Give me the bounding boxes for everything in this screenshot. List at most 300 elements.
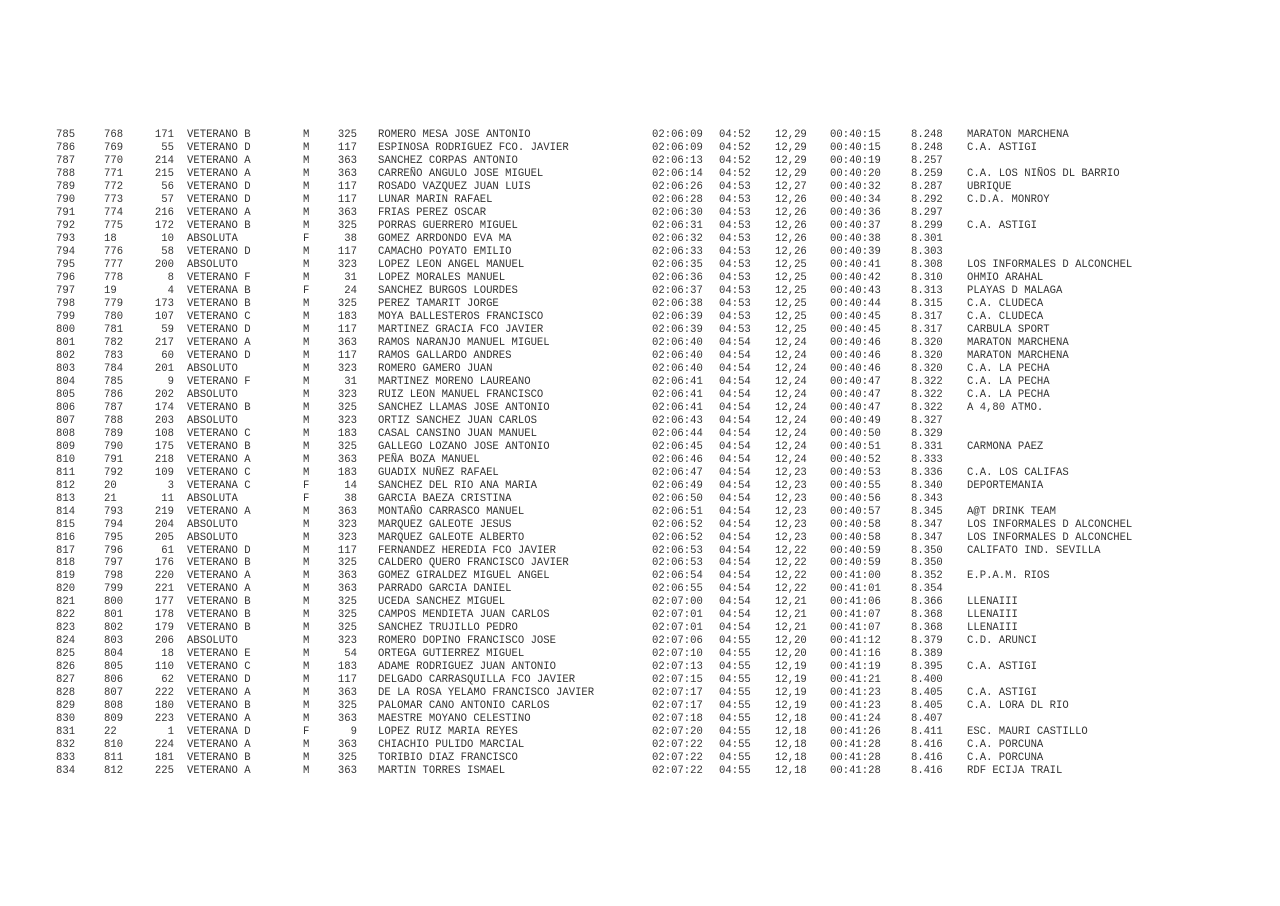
percentage: 8.368 — [911, 622, 943, 635]
speed: 12,24 — [775, 453, 807, 466]
pace: 04:54 — [719, 596, 751, 609]
finish-time: 02:06:40 — [652, 362, 703, 375]
category-position: 11 — [161, 492, 174, 505]
category-position: 220 — [154, 570, 174, 583]
finish-time: 02:06:37 — [652, 284, 703, 297]
speed: 12,23 — [775, 505, 807, 518]
sex: M — [303, 219, 310, 232]
pace: 04:53 — [719, 232, 751, 245]
pace: 04:55 — [719, 713, 751, 726]
sex: M — [303, 544, 310, 557]
pace: 04:53 — [719, 193, 751, 206]
finish-time: 02:06:33 — [652, 245, 703, 258]
finish-time: 02:06:09 — [652, 129, 703, 141]
pace: 04:55 — [719, 765, 751, 778]
category-count: 363 — [337, 167, 357, 180]
pace: 04:52 — [719, 167, 751, 180]
time-difference: 00:40:51 — [830, 440, 881, 453]
gender-position: 792 — [104, 466, 124, 479]
gender-position: 21 — [104, 492, 117, 505]
runner-name: RAMOS NARANJO MANUEL MIGUEL — [378, 336, 550, 349]
runner-name: MARTIN TORRES ISMAEL — [378, 765, 506, 778]
runner-name: ROMERO MESA JOSE ANTONIO — [378, 129, 531, 141]
category-name: VETERANO E — [187, 648, 251, 661]
percentage: 8.368 — [911, 609, 943, 622]
speed: 12,18 — [775, 752, 807, 765]
finish-time: 02:06:43 — [652, 414, 703, 427]
table-row — [0, 493, 1280, 506]
category-position: 218 — [154, 453, 174, 466]
category-name: VETERANO D — [187, 349, 251, 362]
sex: M — [303, 609, 310, 622]
percentage: 8.333 — [911, 453, 943, 466]
speed: 12,18 — [775, 726, 807, 739]
category-count: 363 — [337, 713, 357, 726]
category-count: 325 — [337, 440, 357, 453]
club: C.A. PORCUNA — [967, 752, 1044, 765]
category-position: 175 — [154, 440, 174, 453]
speed: 12,24 — [775, 427, 807, 440]
overall-position: 826 — [56, 661, 76, 674]
percentage: 8.347 — [911, 518, 943, 531]
category-position: 172 — [154, 219, 174, 232]
category-position: 18 — [161, 648, 174, 661]
category-position: 1 — [167, 726, 174, 739]
overall-position: 811 — [56, 466, 76, 479]
finish-time: 02:06:35 — [652, 258, 703, 271]
speed: 12,26 — [775, 206, 807, 219]
category-position: 62 — [161, 674, 174, 687]
time-difference: 00:40:19 — [830, 154, 881, 167]
runner-name: ORTIZ SANCHEZ JUAN CARLOS — [378, 414, 537, 427]
pace: 04:54 — [719, 492, 751, 505]
sex: M — [303, 323, 310, 336]
sex: M — [303, 674, 310, 687]
sex: M — [303, 752, 310, 765]
club: C.D. ARUNCI — [967, 635, 1037, 648]
category-name: VETERANO A — [187, 713, 251, 726]
category-name: ABSOLUTO — [187, 362, 238, 375]
category-position: 173 — [154, 297, 174, 310]
overall-position: 814 — [56, 505, 76, 518]
percentage: 8.313 — [911, 284, 943, 297]
category-position: 203 — [154, 414, 174, 427]
club: RDF ECIJA TRAIL — [967, 765, 1063, 778]
overall-position: 791 — [56, 206, 76, 219]
time-difference: 00:40:39 — [830, 245, 881, 258]
category-count: 54 — [344, 648, 357, 661]
pace: 04:53 — [719, 271, 751, 284]
overall-position: 812 — [56, 479, 76, 492]
table-row — [0, 285, 1280, 298]
category-name: ABSOLUTO — [187, 414, 238, 427]
gender-position: 771 — [104, 167, 124, 180]
club: CALIFATO IND. SEVILLA — [967, 544, 1101, 557]
table-row — [0, 648, 1280, 661]
overall-position: 797 — [56, 284, 76, 297]
category-position: 217 — [154, 336, 174, 349]
category-name: VETERANO B — [187, 557, 251, 570]
percentage: 8.248 — [911, 141, 943, 154]
speed: 12,25 — [775, 271, 807, 284]
category-count: 117 — [337, 245, 357, 258]
speed: 12,23 — [775, 531, 807, 544]
percentage: 8.317 — [911, 323, 943, 336]
category-count: 323 — [337, 531, 357, 544]
time-difference: 00:40:50 — [830, 427, 881, 440]
table-row — [0, 337, 1280, 350]
gender-position: 776 — [104, 245, 124, 258]
runner-name: FERNANDEZ HEREDIA FCO JAVIER — [378, 544, 557, 557]
category-position: 205 — [154, 531, 174, 544]
time-difference: 00:40:42 — [830, 271, 881, 284]
gender-position: 805 — [104, 661, 124, 674]
pace: 04:54 — [719, 362, 751, 375]
overall-position: 816 — [56, 531, 76, 544]
overall-position: 834 — [56, 765, 76, 778]
time-difference: 00:40:53 — [830, 466, 881, 479]
overall-position: 810 — [56, 453, 76, 466]
runner-name: SANCHEZ TRUJILLO PEDRO — [378, 622, 518, 635]
category-count: 325 — [337, 609, 357, 622]
gender-position: 19 — [104, 284, 117, 297]
runner-name: CAMACHO POYATO EMILIO — [378, 245, 512, 258]
pace: 04:54 — [719, 505, 751, 518]
category-position: 59 — [161, 323, 174, 336]
category-count: 325 — [337, 622, 357, 635]
speed: 12,26 — [775, 193, 807, 206]
category-name: VETERANO B — [187, 219, 251, 232]
club: UBRIQUE — [967, 180, 1012, 193]
table-row — [0, 376, 1280, 389]
gender-position: 796 — [104, 544, 124, 557]
table-row — [0, 467, 1280, 480]
gender-position: 20 — [104, 479, 117, 492]
runner-name: MAESTRE MOYANO CELESTINO — [378, 713, 531, 726]
club: C.A. LOS NIÑOS DL BARRIO — [967, 167, 1120, 180]
gender-position: 770 — [104, 154, 124, 167]
pace: 04:53 — [719, 206, 751, 219]
finish-time: 02:06:09 — [652, 141, 703, 154]
club: CARMONA PAEZ — [967, 440, 1044, 453]
speed: 12,23 — [775, 466, 807, 479]
table-row — [0, 454, 1280, 467]
category-position: 109 — [154, 466, 174, 479]
club: LLENAIII — [967, 609, 1018, 622]
speed: 12,26 — [775, 245, 807, 258]
gender-position: 810 — [104, 739, 124, 752]
percentage: 8.257 — [911, 154, 943, 167]
percentage: 8.315 — [911, 297, 943, 310]
runner-name: MARQUEZ GALEOTE ALBERTO — [378, 531, 525, 544]
table-row — [0, 687, 1280, 700]
pace: 04:54 — [719, 427, 751, 440]
category-name: ABSOLUTO — [187, 518, 238, 531]
club: MARATON MARCHENA — [967, 336, 1069, 349]
speed: 12,24 — [775, 362, 807, 375]
category-count: 323 — [337, 362, 357, 375]
sex: F — [303, 284, 310, 297]
category-count: 183 — [337, 466, 357, 479]
time-difference: 00:40:15 — [830, 141, 881, 154]
time-difference: 00:40:52 — [830, 453, 881, 466]
percentage: 8.395 — [911, 661, 943, 674]
speed: 12,25 — [775, 258, 807, 271]
club: CARBULA SPORT — [967, 323, 1050, 336]
sex: M — [303, 700, 310, 713]
club: MARATON MARCHENA — [967, 349, 1069, 362]
time-difference: 00:41:21 — [830, 674, 881, 687]
gender-position: 775 — [104, 219, 124, 232]
time-difference: 00:41:26 — [830, 726, 881, 739]
gender-position: 781 — [104, 323, 124, 336]
gender-position: 797 — [104, 557, 124, 570]
table-row — [0, 259, 1280, 272]
category-position: 200 — [154, 258, 174, 271]
runner-name: CALDERO QUERO FRANCISCO JAVIER — [378, 557, 569, 570]
sex: M — [303, 466, 310, 479]
time-difference: 00:41:19 — [830, 661, 881, 674]
pace: 04:55 — [719, 674, 751, 687]
speed: 12,23 — [775, 492, 807, 505]
table-row — [0, 350, 1280, 363]
finish-time: 02:06:39 — [652, 310, 703, 323]
speed: 12,19 — [775, 687, 807, 700]
table-row — [0, 674, 1280, 687]
finish-time: 02:06:39 — [652, 323, 703, 336]
table-row — [0, 752, 1280, 765]
category-name: VETERANO A — [187, 739, 251, 752]
gender-position: 801 — [104, 609, 124, 622]
gender-position: 809 — [104, 713, 124, 726]
percentage: 8.310 — [911, 271, 943, 284]
club: ESC. MAURI CASTILLO — [967, 726, 1088, 739]
time-difference: 00:40:41 — [830, 258, 881, 271]
pace: 04:54 — [719, 440, 751, 453]
category-count: 325 — [337, 219, 357, 232]
category-position: 221 — [154, 583, 174, 596]
overall-position: 824 — [56, 635, 76, 648]
pace: 04:54 — [719, 349, 751, 362]
runner-name: ADAME RODRIGUEZ JUAN ANTONIO — [378, 661, 557, 674]
overall-position: 798 — [56, 297, 76, 310]
category-count: 38 — [344, 492, 357, 505]
sex: M — [303, 336, 310, 349]
time-difference: 00:41:23 — [830, 700, 881, 713]
sex: M — [303, 622, 310, 635]
category-position: 214 — [154, 154, 174, 167]
table-row — [0, 739, 1280, 752]
finish-time: 02:07:00 — [652, 596, 703, 609]
finish-time: 02:06:30 — [652, 206, 703, 219]
runner-name: CHIACHIO PULIDO MARCIAL — [378, 739, 525, 752]
runner-name: MARTINEZ GRACIA FCO JAVIER — [378, 323, 544, 336]
percentage: 8.299 — [911, 219, 943, 232]
sex: M — [303, 583, 310, 596]
time-difference: 00:40:47 — [830, 388, 881, 401]
category-count: 363 — [337, 687, 357, 700]
finish-time: 02:06:47 — [652, 466, 703, 479]
category-name: VETERANO A — [187, 583, 251, 596]
time-difference: 00:40:49 — [830, 414, 881, 427]
percentage: 8.317 — [911, 310, 943, 323]
table-row — [0, 363, 1280, 376]
table-row — [0, 545, 1280, 558]
sex: F — [303, 232, 310, 245]
finish-time: 02:07:06 — [652, 635, 703, 648]
gender-position: 768 — [104, 129, 124, 141]
table-row — [0, 428, 1280, 441]
category-count: 24 — [344, 284, 357, 297]
category-position: 206 — [154, 635, 174, 648]
gender-position: 811 — [104, 752, 124, 765]
category-position: 201 — [154, 362, 174, 375]
percentage: 8.308 — [911, 258, 943, 271]
percentage: 8.322 — [911, 375, 943, 388]
gender-position: 787 — [104, 401, 124, 414]
gender-position: 780 — [104, 310, 124, 323]
pace: 04:53 — [719, 297, 751, 310]
pace: 04:52 — [719, 154, 751, 167]
runner-name: PEREZ TAMARIT JORGE — [378, 297, 499, 310]
sex: M — [303, 661, 310, 674]
speed: 12,22 — [775, 544, 807, 557]
pace: 04:54 — [719, 479, 751, 492]
pace: 04:53 — [719, 284, 751, 297]
speed: 12,29 — [775, 141, 807, 154]
speed: 12,26 — [775, 232, 807, 245]
category-count: 325 — [337, 700, 357, 713]
pace: 04:54 — [719, 531, 751, 544]
pace: 04:55 — [719, 739, 751, 752]
gender-position: 804 — [104, 648, 124, 661]
speed: 12,19 — [775, 700, 807, 713]
category-count: 323 — [337, 414, 357, 427]
overall-position: 803 — [56, 362, 76, 375]
gender-position: 778 — [104, 271, 124, 284]
category-name: VETERANO A — [187, 505, 251, 518]
category-count: 325 — [337, 596, 357, 609]
category-name: ABSOLUTO — [187, 531, 238, 544]
overall-position: 822 — [56, 609, 76, 622]
table-row — [0, 726, 1280, 739]
overall-position: 795 — [56, 258, 76, 271]
category-count: 363 — [337, 739, 357, 752]
category-position: 56 — [161, 180, 174, 193]
sex: M — [303, 154, 310, 167]
pace: 04:54 — [719, 583, 751, 596]
runner-name: PORRAS GUERRERO MIGUEL — [378, 219, 518, 232]
percentage: 8.320 — [911, 349, 943, 362]
overall-position: 790 — [56, 193, 76, 206]
table-row — [0, 298, 1280, 311]
table-row — [0, 506, 1280, 519]
category-name: VETERANO B — [187, 596, 251, 609]
sex: M — [303, 129, 310, 141]
speed: 12,21 — [775, 596, 807, 609]
category-count: 323 — [337, 635, 357, 648]
finish-time: 02:06:41 — [652, 388, 703, 401]
percentage: 8.350 — [911, 544, 943, 557]
pace: 04:54 — [719, 401, 751, 414]
club: C.A. LORA DL RIO — [967, 700, 1069, 713]
category-name: VETERANO A — [187, 206, 251, 219]
time-difference: 00:40:47 — [830, 401, 881, 414]
overall-position: 813 — [56, 492, 76, 505]
overall-position: 792 — [56, 219, 76, 232]
speed: 12,25 — [775, 284, 807, 297]
category-position: 178 — [154, 609, 174, 622]
table-row — [0, 272, 1280, 285]
runner-name: UCEDA SANCHEZ MIGUEL — [378, 596, 506, 609]
sex: M — [303, 427, 310, 440]
club: LOS INFORMALES D ALCONCHEL — [967, 518, 1133, 531]
finish-time: 02:06:44 — [652, 427, 703, 440]
club: C.A. LA PECHA — [967, 362, 1050, 375]
pace: 04:53 — [719, 323, 751, 336]
finish-time: 02:06:14 — [652, 167, 703, 180]
percentage: 8.354 — [911, 583, 943, 596]
category-count: 363 — [337, 570, 357, 583]
category-count: 117 — [337, 674, 357, 687]
time-difference: 00:41:12 — [830, 635, 881, 648]
runner-name: LOPEZ LEON ANGEL MANUEL — [378, 258, 525, 271]
category-count: 323 — [337, 388, 357, 401]
sex: M — [303, 362, 310, 375]
percentage: 8.322 — [911, 401, 943, 414]
overall-position: 806 — [56, 401, 76, 414]
club: C.A. PORCUNA — [967, 739, 1044, 752]
percentage: 8.416 — [911, 739, 943, 752]
category-count: 117 — [337, 349, 357, 362]
gender-position: 803 — [104, 635, 124, 648]
pace: 04:52 — [719, 141, 751, 154]
overall-position: 794 — [56, 245, 76, 258]
time-difference: 00:40:15 — [830, 129, 881, 141]
category-name: VETERANO F — [187, 375, 251, 388]
sex: M — [303, 271, 310, 284]
pace: 04:54 — [719, 570, 751, 583]
overall-position: 820 — [56, 583, 76, 596]
gender-position: 774 — [104, 206, 124, 219]
category-position: 177 — [154, 596, 174, 609]
category-name: VETERANO B — [187, 440, 251, 453]
runner-name: TORIBIO DIAZ FRANCISCO — [378, 752, 518, 765]
category-position: 176 — [154, 557, 174, 570]
runner-name: DELGADO CARRASQUILLA FCO JAVIER — [378, 674, 576, 687]
time-difference: 00:40:58 — [830, 531, 881, 544]
time-difference: 00:41:28 — [830, 765, 881, 778]
table-row — [0, 609, 1280, 622]
time-difference: 00:41:00 — [830, 570, 881, 583]
category-count: 323 — [337, 518, 357, 531]
pace: 04:54 — [719, 622, 751, 635]
pace: 04:53 — [719, 180, 751, 193]
speed: 12,27 — [775, 180, 807, 193]
finish-time: 02:06:41 — [652, 401, 703, 414]
time-difference: 00:41:23 — [830, 687, 881, 700]
percentage: 8.292 — [911, 193, 943, 206]
time-difference: 00:40:44 — [830, 297, 881, 310]
category-name: VETERANO A — [187, 154, 251, 167]
category-position: 9 — [167, 375, 174, 388]
speed: 12,25 — [775, 310, 807, 323]
table-row — [0, 765, 1280, 778]
time-difference: 00:40:34 — [830, 193, 881, 206]
time-difference: 00:40:46 — [830, 349, 881, 362]
table-row — [0, 311, 1280, 324]
category-position: 174 — [154, 401, 174, 414]
